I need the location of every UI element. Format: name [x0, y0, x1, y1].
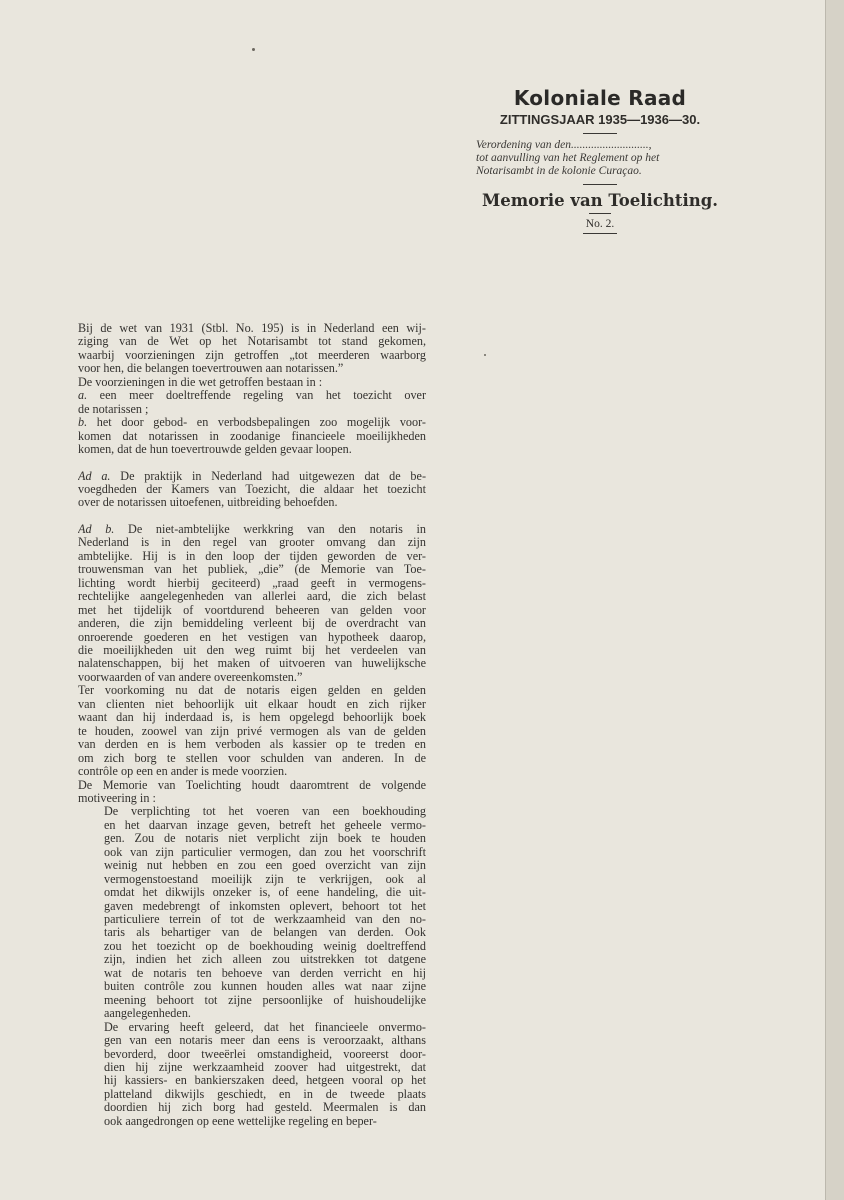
document-title: Memorie van Toelichting. — [481, 191, 719, 210]
text-line: nalatenschappen, bij het maken of uitvoeren van huwelijksche — [78, 657, 426, 671]
ordinance-line: Notarisambt in de kolonie Curaçao. — [476, 165, 642, 177]
text-line: van derden en is hem verboden als kassier op te treden en — [78, 738, 426, 752]
text-line: zou het toezicht op de boekhouding weinig doeltreffend — [104, 939, 426, 953]
quotation-bookkeeping — [78, 805, 426, 1020]
text-line: over de notarissen uitoefenen, uitbreiding behoefden. — [78, 496, 338, 510]
text-line: dien hij zijne werkzaamheid zoover had uitgestrekt, dat — [104, 1061, 426, 1075]
paper-speck — [252, 48, 255, 51]
text-line: a. een meer doeltreffende regeling van het toezicht over — [78, 389, 426, 403]
divider — [583, 184, 617, 185]
text-line: gen van een notaris meer dan eens is veroorzaakt, althans — [104, 1034, 426, 1048]
text-line: b. het door gebod- en verbodsbepalingen zoo mogelijk voor- — [78, 416, 426, 430]
text-line: komen dat notarissen in zoodanige financieele moeilijkheden — [78, 429, 426, 443]
text-line: gaven medebrengt of inkomsten oplevert, behoort tot het — [104, 899, 426, 913]
text-line: met het tijdelijk of voortdurend beheeren van gelden voor — [78, 603, 426, 617]
paragraph-ad-a — [78, 470, 426, 510]
quotation-experience — [78, 1021, 426, 1129]
text-line: voorwaarden of van andere overeenkomsten.” — [78, 670, 303, 684]
divider — [589, 213, 611, 214]
text-line: platteland dikwijls geschiedt, en in de tweede plaats — [104, 1087, 426, 1101]
session-year: ZITTINGSJAAR 1935—1936—30. — [499, 112, 701, 127]
divider — [583, 133, 617, 134]
text-line: wat de notaris ten behoeve van derden verricht en hij — [104, 966, 426, 980]
text-line: de notarissen ; — [78, 402, 149, 416]
text-line: waarbij voorzieningen zijn getroffen „tot meerderen waarborg — [78, 348, 426, 362]
text-line: ziging van de Wet op het Notarisambt tot stand gekomen, — [78, 335, 426, 349]
text-line: omdat het dikwijls onzeker is, of eene handeling, die uit- — [104, 886, 426, 900]
ordinance-line: tot aanvulling van het Reglement op het — [476, 152, 660, 164]
text-line: vermogenstoestand moeilijk zijn te verkrijgen, ook al — [104, 872, 426, 886]
text-line: Nederland is in den regel van grooter omvang dan zijn — [78, 536, 426, 550]
text-line: ook aangedrongen op eene wettelijke regeling en beper- — [104, 1114, 377, 1128]
text-line: bevorderd, door tweeërlei omstandigheid, vooreerst door- — [104, 1047, 426, 1061]
text-line: lichting wordt hierbij geciteerd) „raad geeft in vermogens- — [78, 576, 426, 590]
text-line: De Memorie van Toelichting houdt daaromtrent de volgende — [78, 778, 426, 792]
text-line: weinig nut hebben en zou een goed overzicht van zijn — [104, 859, 426, 873]
text-line: die moeilijkheden uit den weg ruimt bij het verdeelen van — [78, 643, 426, 657]
text-line: waant dan hij inderdaad is, is hem opgelegd behoorlijk boek — [78, 711, 426, 725]
text-line: trouwensman van het publiek, „die” (de Memorie van Toe- — [78, 563, 426, 577]
council-title: Koloniale Raad — [513, 86, 687, 110]
paper-speck — [484, 354, 486, 356]
document-header — [470, 86, 730, 239]
text-line: rechtelijke aangelegenheden van allerlei aard, die zich belast — [78, 590, 426, 604]
text-line: contrôle op een en ander is mede voorzien. — [78, 765, 288, 779]
text-line: motiveering in : — [78, 791, 156, 805]
text-line: onroerende goederen en het vestigen van hypotheek daarop, — [78, 630, 426, 644]
text-line: van clienten niet behoorlijk uit elkaar houdt en zich rijker — [78, 697, 426, 711]
divider — [583, 233, 617, 234]
text-line: particuliere terrein of tot de werkzaamheid van den no- — [104, 913, 426, 927]
text-line: meening behoort tot zijne persoonlijke of huishoudelijke — [104, 993, 426, 1007]
text-line: aangelegenheden. — [104, 1007, 191, 1021]
ordinance-title — [470, 139, 730, 178]
text-line: Ter voorkoming nu dat de notaris eigen gelden en gelden — [78, 684, 426, 698]
page-edge — [825, 0, 844, 1200]
text-line: ook van zijn particulier vermogen, dan zou het voorschrift — [104, 845, 426, 859]
text-line: Ad b. De niet-ambtelijke werkkring van den notaris in — [78, 522, 426, 536]
text-line: De voorzieningen in die wet getroffen bestaan in : — [78, 375, 323, 389]
text-line: komen, dat de hun toevertrouwde gelden gevaar loopen. — [78, 443, 352, 457]
text-line: hij kassiers- en bankierszaken deed, hetgeen vooral op het — [104, 1074, 426, 1088]
text-line: en het daarvan inzage geven, betreft het geheele vermo- — [104, 818, 426, 832]
text-line: voor hen, die belangen toevertrouwen aan notarissen.” — [78, 362, 344, 376]
text-line: De ervaring heeft geleerd, dat het financieele onvermo- — [104, 1020, 426, 1034]
text-line: zijn, indien het zich alleen zou uitstrekken tot datgene — [104, 953, 426, 967]
text-line: voegdheden der Kamers van Toezicht, die aldaar het toezicht — [78, 482, 426, 496]
text-line: Bij de wet van 1931 (Stbl. No. 195) is in Nederland een wij- — [78, 322, 426, 335]
text-line: te houden, zoowel van zijn privé vermogen als van de gelden — [78, 724, 426, 738]
text-line: Ad a. De praktijk in Nederland had uitgewezen dat de be- — [78, 469, 426, 483]
text-line: De verplichting tot het voeren van een boekhouding — [104, 805, 426, 819]
text-line: anderen, die zijn bemiddeling verleent bij de overdracht van — [78, 617, 426, 631]
text-line: gen. Zou de notaris niet verplicht zijn boek te houden — [104, 832, 426, 846]
text-line: taris als behartiger van de belangen van derden. Ook — [104, 926, 426, 940]
paragraph-intro — [78, 322, 426, 457]
body-text — [78, 322, 426, 1128]
text-line: om zich borg te stellen voor schulden van anderen. In de — [78, 751, 426, 765]
ordinance-line: Verordening van den..........................., — [476, 139, 652, 151]
document-number: No. 2. — [585, 218, 615, 230]
text-line: ambtelijke. Hij is in den loop der tijden geworden de ver- — [78, 549, 426, 563]
paragraph-ad-b — [78, 523, 426, 806]
text-line: doordien hij zich borg had gesteld. Meermalen is dan — [104, 1101, 426, 1115]
text-line: buiten contrôle zou kunnen houden alles wat naar zijne — [104, 980, 426, 994]
